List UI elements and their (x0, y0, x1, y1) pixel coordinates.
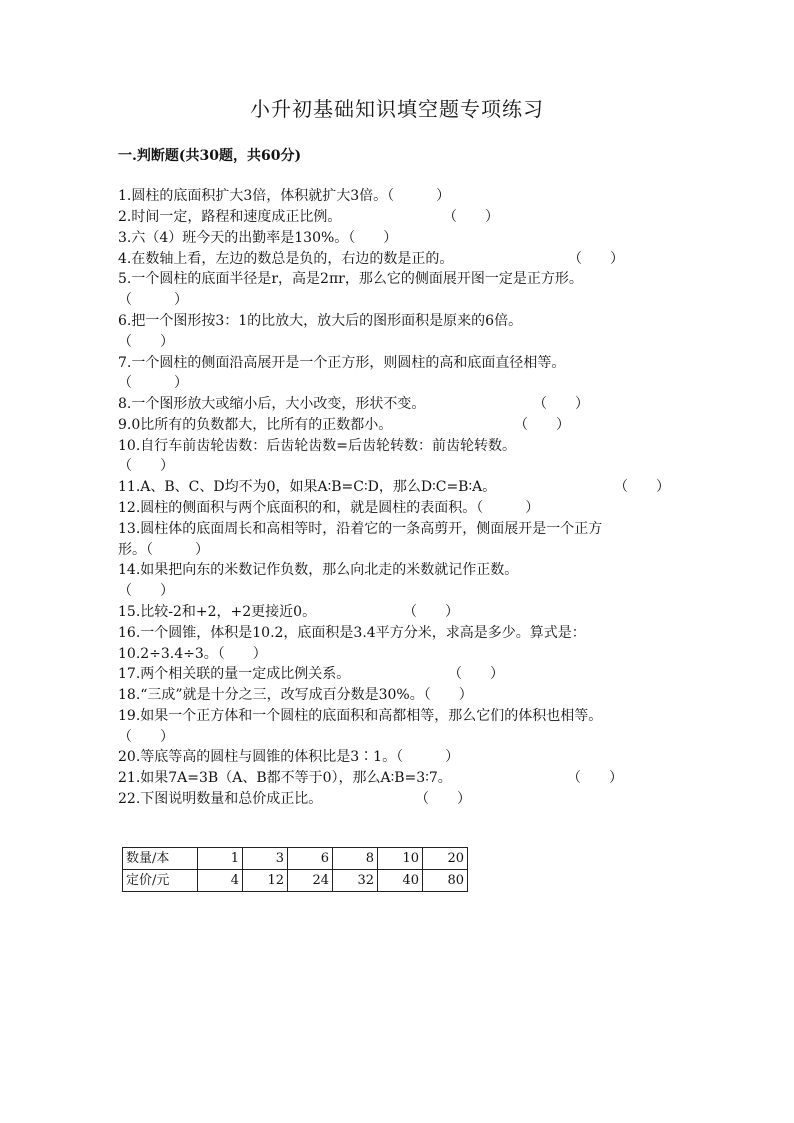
answer-blank: （ ） (568, 251, 624, 267)
question-text: 18.“三成”就是十分之三，改写成百分数是30%。（ ） (118, 687, 473, 703)
question-text: 5.一个圆柱的底面半径是r，高是2πr，那么它的侧面展开图一定是正方形。 (118, 271, 583, 287)
question-line (118, 186, 450, 206)
table-cell: 8 (333, 848, 378, 870)
question-text: 7.一个圆柱的侧面沿高展开是一个正方形，则圆柱的高和底面直径相等。 (118, 355, 566, 371)
price-table (122, 847, 468, 892)
question-line (118, 685, 473, 705)
question-text: 8.一个图形放大或缩小后，大小改变，形状不变。 (118, 396, 426, 412)
page-title: 小升初基础知识填空题专项练习 (250, 97, 544, 121)
table-cell: 20 (423, 848, 468, 870)
question-line (118, 311, 522, 331)
question-line (118, 540, 209, 560)
answer-blank: （ ） (533, 396, 589, 412)
table-cell: 3 (243, 848, 288, 870)
question-line (118, 644, 267, 664)
table-cell: 4 (198, 870, 243, 892)
question-line (118, 415, 570, 435)
question-line (118, 768, 623, 788)
question-text: 9.0比所有的负数都大，比所有的正数都小。 (118, 417, 393, 433)
question-text: 20.等底等高的圆柱与圆锥的体积比是3∶1。（ ） (118, 749, 460, 765)
question-text: （ ） (118, 583, 174, 599)
question-text: （ ） (118, 458, 174, 474)
question-line (118, 498, 539, 518)
table-cell: 32 (333, 870, 378, 892)
question-line (118, 228, 397, 248)
question-line (118, 477, 670, 497)
question-line (118, 623, 586, 643)
question-line (118, 207, 499, 227)
table-row-label: 数量/本 (123, 848, 198, 870)
question-text: 10.自行车前齿轮齿数：后齿轮齿数=后齿轮转数：前齿轮转数。 (118, 438, 516, 454)
question-line (118, 353, 565, 373)
question-line (118, 747, 459, 767)
question-line (118, 581, 174, 601)
question-line (118, 436, 516, 456)
question-text: 13.圆柱体的底面周长和高相等时，沿着它的一条高剪开，侧面展开是一个正方 (118, 521, 603, 537)
answer-blank: （ ） (614, 479, 670, 495)
question-text: （ ） (118, 729, 174, 745)
question-text: 22.下图说明数量和总价成正比。 (118, 791, 323, 807)
answer-blank: （ ） (448, 666, 504, 682)
answer-blank: （ ） (443, 209, 499, 225)
table-row (123, 848, 468, 870)
answer-blank: （ ） (415, 791, 471, 807)
question-text: 14.如果把向东的米数记作负数，那么向北走的米数就记作正数。 (118, 562, 519, 578)
question-line (118, 269, 583, 289)
answer-blank: （ ） (403, 604, 459, 620)
table-row (123, 870, 468, 892)
question-text: 10.2÷3.4÷3。（ ） (118, 646, 267, 662)
question-text: 3.六（4）班今天的出勤率是130%。（ ） (118, 230, 398, 246)
table-row-label: 定价/元 (123, 870, 198, 892)
question-text: 21.如果7A=3B（A、B都不等于0），那么A∶B=3∶7。 (118, 770, 452, 786)
question-line (118, 706, 602, 726)
question-line (118, 332, 174, 352)
question-text: 形。（ ） (118, 542, 209, 558)
question-text: 2.时间一定，路程和速度成正比例。 (118, 209, 342, 225)
question-text: 16.一个圆锥，体积是10.2，底面积是3.4平方分米，求高是多少。算式是： (118, 625, 586, 641)
question-text: 17.两个相关联的量一定成比例关系。 (118, 666, 351, 682)
question-text: 15.比较-2和+2，+2更接近0。 (118, 604, 317, 620)
question-text: 11.A、B、C、D均不为0，如果A∶B=C∶D，那么D∶C=B∶A。 (118, 479, 497, 495)
question-text: （ ） (118, 375, 188, 391)
question-line (118, 456, 174, 476)
question-line (118, 290, 188, 310)
question-text: （ ） (118, 334, 174, 350)
table-cell: 24 (288, 870, 333, 892)
question-line (118, 560, 518, 580)
question-line (118, 664, 504, 684)
question-text: （ ） (118, 292, 188, 308)
table-cell: 6 (288, 848, 333, 870)
table-cell: 12 (243, 870, 288, 892)
question-text: 1.圆柱的底面积扩大3倍，体积就扩大3倍。（ ） (118, 188, 451, 204)
question-line (118, 249, 624, 269)
section-heading: 一.判断题(共30题，共60分) (118, 148, 302, 164)
question-line (118, 727, 174, 747)
table-cell: 40 (378, 870, 423, 892)
question-text: 19.如果一个正方体和一个圆柱的底面积和高都相等，那么它们的体积也相等。 (118, 708, 603, 724)
question-text: 4.在数轴上看，左边的数总是负的，右边的数是正的。 (118, 251, 454, 267)
question-line (118, 789, 471, 809)
table-cell: 80 (423, 870, 468, 892)
question-line (118, 373, 188, 393)
question-text: 12.圆柱的侧面积与两个底面积的和，就是圆柱的表面积。（ ） (118, 500, 540, 516)
answer-blank: （ ） (514, 417, 570, 433)
answer-blank: （ ） (567, 770, 623, 786)
question-line (118, 602, 459, 622)
question-line (118, 394, 589, 414)
question-text: 6.把一个图形按3：1的比放大，放大后的图形面积是原来的6倍。 (118, 313, 523, 329)
table-cell: 1 (198, 848, 243, 870)
table-cell: 10 (378, 848, 423, 870)
question-line (118, 519, 602, 539)
